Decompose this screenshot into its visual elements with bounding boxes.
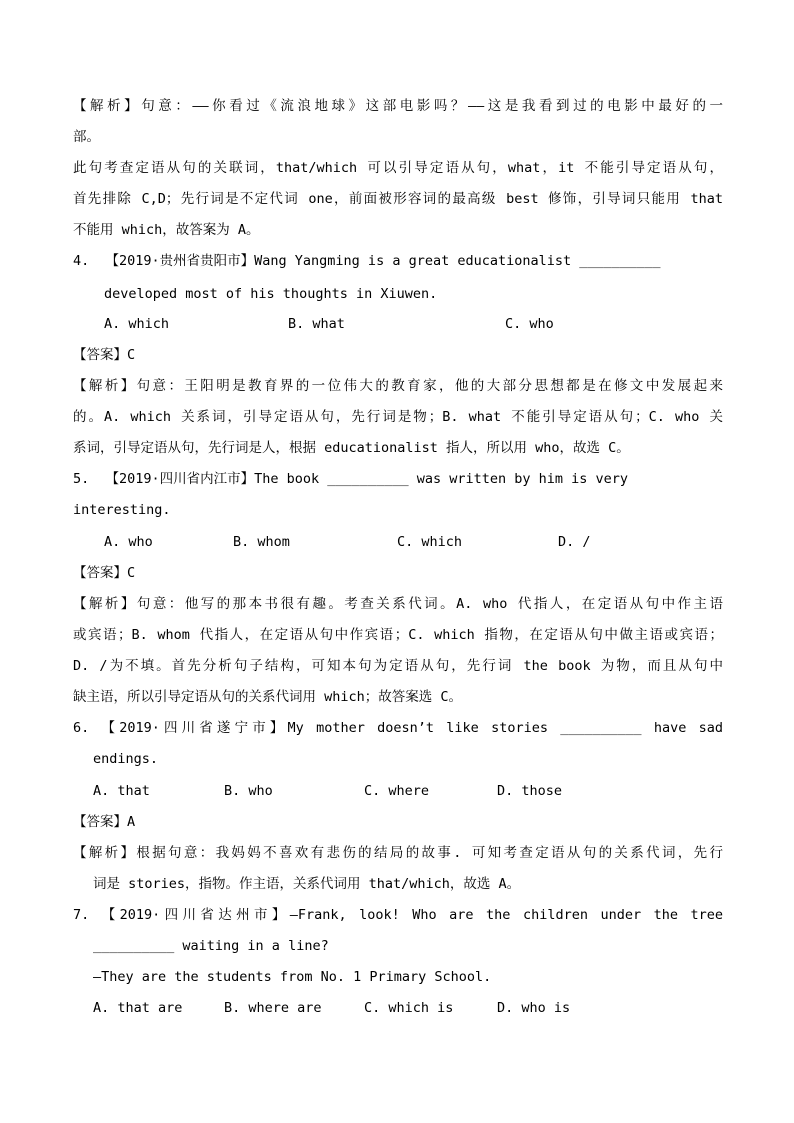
question-5-answer: 【答案】C: [73, 565, 136, 581]
question-5-option-d: D. /: [558, 534, 591, 550]
question-4-answer: 【答案】C: [73, 347, 136, 363]
question-6-option-c: C. where: [364, 783, 430, 799]
question-7-stem: 7. 【2019·四川省达州市】—Frank, look! Who are the children under the tree: [73, 907, 723, 923]
question-5-option-a: A. who: [104, 534, 153, 550]
question-7-option-a: A. that are: [93, 1000, 183, 1016]
question-5-option-c: C. which: [397, 534, 463, 550]
question-4-analysis-3: 系词，引导定语从句，先行词是人，根据 educationalist 指人，所以用 who，故选 C。: [73, 440, 630, 456]
intro-analysis-line-5: 不能用 which，故答案为 A。: [73, 222, 260, 238]
question-5-analysis-4: 缺主语，所以引导定语从句的关系代词用 which；故答案选 C。: [73, 689, 463, 705]
intro-analysis-line-2: 部。: [73, 129, 100, 145]
question-6-option-a: A. that: [93, 783, 150, 799]
question-5-option-b: B. whom: [233, 534, 290, 550]
question-4-stem: 4. 【2019·贵州省贵阳市】Wang Yangming is a great educationalist __________: [73, 253, 661, 269]
question-4-option-a: A. which: [104, 316, 170, 332]
question-4-option-c: C. who: [505, 316, 554, 332]
question-4-analysis-2: 的。A. which 关系词，引导定语从句，先行词是物；B. what 不能引导定语从句；C. who 关: [73, 409, 723, 425]
question-7-response: —They are the students from No. 1 Primary School.: [93, 969, 492, 985]
question-4-option-b: B. what: [288, 316, 345, 332]
question-5-stem-cont: interesting.: [73, 502, 171, 518]
intro-analysis-line-1: 【解析】句意：——你看过《流浪地球》这部电影吗？——这是我看到过的电影中最好的一: [73, 98, 723, 114]
intro-analysis-line-4: 首先排除 C,D；先行词是不定代词 one，前面被形容词的最高级 best 修饰，引导词只能用 that: [73, 191, 723, 207]
question-6-option-b: B. who: [224, 783, 273, 799]
question-5-analysis-1: 【解析】句意：他写的那本书很有趣。考查关系代词。A. who 代指人，在定语从句中作主语: [73, 596, 723, 612]
question-6-analysis-1: 【解析】根据句意：我妈妈不喜欢有悲伤的结局的故事. 可知考查定语从句的关系代词，先行: [73, 845, 723, 861]
question-5-stem: 5. 【2019·四川省内江市】The book __________ was written by him is very: [73, 471, 629, 487]
question-4-analysis-1: 【解析】句意：王阳明是教育界的一位伟大的教育家，他的大部分思想都是在修文中发展起来: [73, 378, 723, 394]
question-7-option-c: C. which is: [364, 1000, 454, 1016]
question-7-option-b: B. where are: [224, 1000, 322, 1016]
question-5-analysis-2: 或宾语；B. whom 代指人，在定语从句中作宾语；C. which 指物，在定语从句中做主语或宾语；: [73, 627, 723, 643]
question-4-stem-cont: developed most of his thoughts in Xiuwen.: [104, 286, 438, 302]
question-5-analysis-3: D. /为不填。首先分析句子结构，可知本句为定语从句，先行词 the book 为物，而且从句中: [73, 658, 723, 674]
intro-analysis-line-3: 此句考查定语从句的关联词，that/which 可以引导定语从句，what，it 不能引导定语从句，: [73, 160, 723, 176]
question-6-option-d: D. those: [497, 783, 563, 799]
question-7-option-d: D. who is: [497, 1000, 571, 1016]
question-6-stem-cont: endings.: [93, 751, 159, 767]
question-6-analysis-2: 词是 stories，指物。作主语，关系代词用 that/which，故选 A。: [93, 876, 521, 892]
question-7-stem-cont: __________ waiting in a line?: [93, 938, 329, 954]
question-6-stem: 6. 【2019·四川省遂宁市】My mother doesn’t like stories __________ have sad: [73, 720, 723, 736]
question-6-answer: 【答案】A: [73, 814, 136, 830]
